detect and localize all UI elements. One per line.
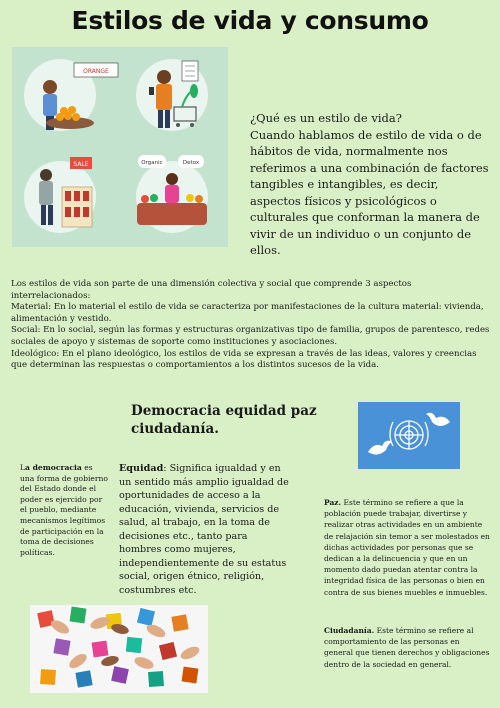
un-emblem-art xyxy=(358,402,460,469)
orange-sign-text: ORANGE xyxy=(83,68,109,75)
aspects-paragraph xyxy=(11,279,491,372)
ciudadania-definition xyxy=(324,625,490,670)
lifestyle-illustration-art xyxy=(12,47,228,247)
paz-definition xyxy=(324,497,490,598)
democracia-definition xyxy=(20,463,108,558)
ciudadania-term: Ciudadanía. xyxy=(324,626,375,635)
aspect-material: Material: En lo material el estilo de vida se caracteriza por manifestaciones de la cultura material: vivienda, alimentación y vestido. xyxy=(11,302,484,324)
detox-bubble-text: Detox xyxy=(182,160,200,166)
intro-block xyxy=(250,110,490,259)
section-heading: Democracia equidad paz ciudadanía. xyxy=(131,403,317,437)
democracia-term: a democracia xyxy=(25,463,82,472)
organic-bubble-text: Organic xyxy=(141,160,163,166)
equidad-definition xyxy=(119,462,289,597)
paz-text: Este término se refiere a que la población puede trabajar, divertirse y realizar otras actividades en un ambiente de relajación sin temor a ser molestados en dichas actividades por personas que se dedican a la delincuencia y que en un momento dado puedan atentar contra la integridad física de las personas o bien en contra de sus bienes muebles e inmuebles. xyxy=(324,498,490,597)
paz-term: Paz. xyxy=(324,498,342,507)
ciudadania-text: Este término se refiere al comportamiento de las personas en general que tienen derechos y obligaciones dentro de la sociedad en general. xyxy=(324,626,490,669)
aspect-ideologico: Ideológico: En el plano ideológico, los estilos de vida se expresan a través de las ideas, valores y creencias que determinan las respuestas o comportamientos a los distintos sucesos de la vida. xyxy=(11,348,477,371)
lifestyle-illustration xyxy=(12,47,228,247)
sale-sign-text: SALE xyxy=(73,161,89,168)
puzzle-hands-art xyxy=(30,605,208,693)
puzzle-hands-image xyxy=(30,605,208,693)
page-title: Estilos de vida y consumo xyxy=(71,6,429,35)
equidad-text: : Significa igualdad y en un sentido más amplio igualdad de oportunidades de acceso a la educación, vivienda, servicios de salud, al trabajo, en la toma de decisiones etc., tanto para hombres como mujeres, independientemente de su estatus social, origen étnico, religión, costumbres etc. xyxy=(119,463,289,596)
aspect-social: Social: En lo social, según las formas y estructuras organizativas tipo de familia, grupos de parentesco, redes sociales de apoyo y sistemas de soporte como instituciones y asociaciones. xyxy=(11,325,490,347)
democracia-text: es una forma de gobierno del Estado donde el poder es ejercido por el pueblo, mediante mecanismos legítimos de participación en la toma de decisiones políticas. xyxy=(20,463,108,557)
aspects-intro: Los estilos de vida son parte de una dimensión colectiva y social que comprende 3 aspectos interrelacionados: xyxy=(11,279,412,301)
intro-answer: Cuando hablamos de estilo de vida o de hábitos de vida, normalmente nos referimos a una combinación de factores tangibles e intangibles, es decir, aspectos físicos y psicológicos o culturales que conforman la manera de vivir de un individuo o un conjunto de ellos. xyxy=(250,127,489,257)
un-emblem-image xyxy=(358,402,460,469)
equidad-term: Equidad xyxy=(119,463,164,474)
democracia-letter: L xyxy=(20,463,26,472)
intro-question: ¿Qué es un estilo de vida? xyxy=(250,111,402,125)
